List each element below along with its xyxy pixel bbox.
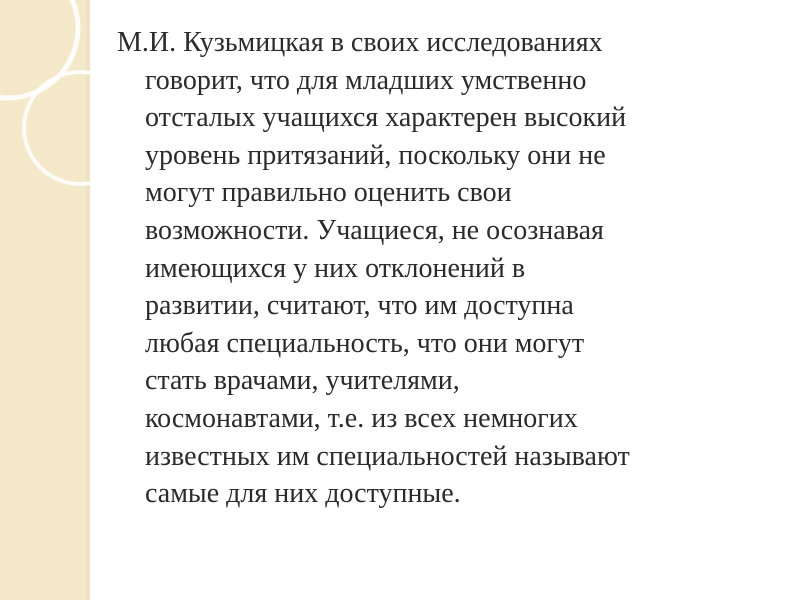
text-line-1: М.И. Кузьмицкая в своих исследованиях [117, 27, 603, 58]
text-line-5: могут правильно оценить свои [145, 177, 512, 209]
text-line-6: возможности. Учащиеся, не осознавая [145, 214, 604, 246]
text-line-12: известных им специальностей называют [145, 440, 630, 472]
text-line-9: любая специальность, что они могут [145, 327, 585, 359]
text-line-10: стать врачами, учителями, [145, 365, 460, 397]
slide-body-text [117, 24, 779, 513]
text-line-13: самые для них доступные. [145, 478, 461, 510]
text-line-3: отсталых учащихся характерен высокий [145, 102, 627, 134]
text-line-4: уровень притязаний, поскольку они не [145, 139, 606, 171]
decorative-ring-large [0, 0, 78, 98]
text-line-11: космонавтами, т.е. из всех немногих [145, 402, 578, 434]
text-line-2: говорит, что для младших умственно [145, 64, 587, 96]
text-line-8: развитии, считают, что им доступна [145, 290, 574, 322]
text-line-7: имеющихся у них отклонений в [145, 252, 526, 284]
